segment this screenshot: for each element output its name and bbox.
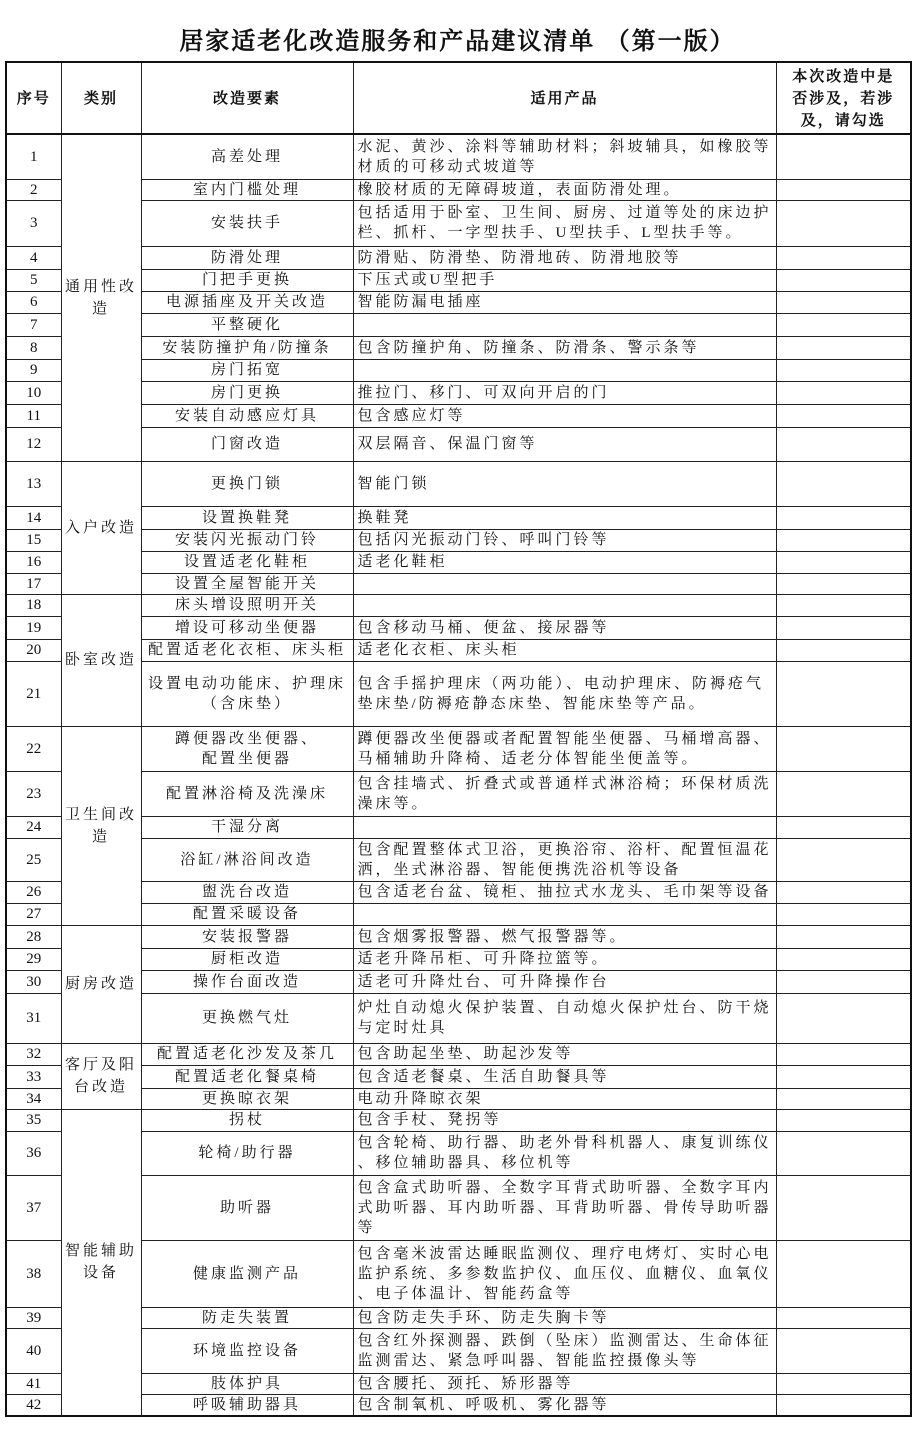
check-cell [776,246,911,269]
check-cell [776,529,911,551]
check-cell [776,1328,911,1373]
element-cell: 房门拓宽 [141,359,353,381]
element-cell: 配置淋浴椅及洗澡床 [141,771,353,816]
row-number: 36 [6,1131,61,1175]
row-number: 11 [6,404,61,427]
row-number: 37 [6,1175,61,1240]
product-cell: 防滑贴、防滑垫、防滑地砖、防滑地胶等 [353,246,776,269]
check-cell [776,461,911,506]
table-row [6,970,911,993]
row-number: 13 [6,461,61,506]
row-number: 34 [6,1088,61,1109]
check-cell [776,881,911,903]
product-cell: 智能门锁 [353,461,776,506]
product-cell: 适老化衣柜、床头柜 [353,639,776,661]
product-cell: 推拉门、移门、可双向开启的门 [353,381,776,404]
table-row [6,881,911,903]
element-cell: 安装报警器 [141,925,353,948]
check-cell [776,573,911,594]
check-cell [776,726,911,771]
table-row [6,551,911,573]
check-cell [776,925,911,948]
header-index: 序号 [6,62,61,134]
check-cell [776,639,911,661]
table-row [6,313,911,336]
category-cell: 通用性改造 [61,134,141,461]
check-cell [776,993,911,1043]
element-cell: 防走失装置 [141,1307,353,1328]
check-cell [776,336,911,359]
element-cell: 更换晾衣架 [141,1088,353,1109]
element-cell: 配置适老化餐桌椅 [141,1065,353,1088]
check-cell [776,594,911,616]
category-cell: 客厅及阳台改造 [61,1043,141,1109]
check-cell [776,291,911,313]
table-row [6,1394,911,1416]
category-cell: 卫生间改造 [61,726,141,925]
check-cell [776,551,911,573]
row-number: 5 [6,269,61,291]
check-cell [776,1394,911,1416]
table-row [6,269,911,291]
table-row [6,948,911,970]
element-cell: 室内门槛处理 [141,179,353,200]
row-number: 16 [6,551,61,573]
element-cell: 安装防撞护角/防撞条 [141,336,353,359]
product-cell: 智能防漏电插座 [353,291,776,313]
check-cell [776,381,911,404]
header-element: 改造要素 [141,62,353,134]
table-row [6,1240,911,1307]
product-cell: 包含配置整体式卫浴，更换浴帘、浴杆、配置恒温花洒，坐式淋浴器、智能便携洗浴机等设备 [353,838,776,881]
product-cell: 炉灶自动熄火保护装置、自动熄火保护灶台、防干烧与定时灶具 [353,993,776,1043]
product-cell: 包括适用于卧室、卫生间、厨房、过道等处的床边护栏、抓杆、一字型扶手、U型扶手、L型扶手等。 [353,200,776,246]
product-cell: 包含腰托、颈托、矫形器等 [353,1373,776,1394]
check-cell [776,179,911,200]
product-cell: 包含挂墙式、折叠式或普通样式淋浴椅；环保材质洗澡床等。 [353,771,776,816]
table-header [6,62,911,134]
product-cell: 包含防撞护角、防撞条、防滑条、警示条等 [353,336,776,359]
table-row [6,726,911,771]
table-row [6,1109,911,1131]
check-cell [776,1175,911,1240]
row-number: 29 [6,948,61,970]
check-cell [776,1088,911,1109]
check-cell [776,661,911,726]
element-cell: 门把手更换 [141,269,353,291]
table-row [6,1373,911,1394]
check-cell [776,1373,911,1394]
element-cell: 配置适老化沙发及茶几 [141,1043,353,1065]
table-body [6,134,911,1416]
row-number: 19 [6,616,61,639]
product-cell: 包含手摇护理床（两功能）、电动护理床、防褥疮气垫床垫/防褥疮静态床垫、智能床垫等产品。 [353,661,776,726]
row-number: 26 [6,881,61,903]
element-cell: 门窗改造 [141,427,353,461]
element-cell: 房门更换 [141,381,353,404]
element-cell: 轮椅/助行器 [141,1131,353,1175]
row-number: 6 [6,291,61,313]
row-number: 18 [6,594,61,616]
table-row [6,573,911,594]
check-cell [776,200,911,246]
element-cell: 更换燃气灶 [141,993,353,1043]
table-row [6,506,911,529]
element-cell: 平整硬化 [141,313,353,336]
row-number: 10 [6,381,61,404]
table-row [6,1328,911,1373]
header-category: 类别 [61,62,141,134]
product-cell: 蹲便器改坐便器或者配置智能坐便器、马桶增高器、马桶辅助升降椅、适老分体智能坐便盖等。 [353,726,776,771]
table-row [6,1131,911,1175]
product-cell: 包含毫米波雷达睡眠监测仪、理疗电烤灯、实时心电监护系统、多参数监护仪、血压仪、血糖仪、血氧仪、电子体温计、智能药盒等 [353,1240,776,1307]
table-row [6,359,911,381]
row-number: 9 [6,359,61,381]
table-row [6,134,911,179]
check-cell [776,1065,911,1088]
row-number: 33 [6,1065,61,1088]
row-number: 27 [6,903,61,925]
row-number: 20 [6,639,61,661]
row-number: 8 [6,336,61,359]
table-row [6,404,911,427]
table-row [6,1043,911,1065]
category-cell: 卧室改造 [61,594,141,726]
product-cell: 适老化鞋柜 [353,551,776,573]
table-row [6,200,911,246]
product-cell: 下压式或U型把手 [353,269,776,291]
row-number: 7 [6,313,61,336]
row-number: 3 [6,200,61,246]
product-cell: 水泥、黄沙、涂料等辅助材料；斜坡辅具，如橡胶等材质的可移动式坡道等 [353,134,776,179]
row-number: 41 [6,1373,61,1394]
row-number: 32 [6,1043,61,1065]
check-cell [776,134,911,179]
category-cell: 厨房改造 [61,925,141,1043]
product-cell: 电动升降晾衣架 [353,1088,776,1109]
product-cell: 适老可升降灶台、可升降操作台 [353,970,776,993]
check-cell [776,1109,911,1131]
product-cell: 包含移动马桶、便盆、接尿器等 [353,616,776,639]
product-cell: 包括闪光振动门铃、呼叫门铃等 [353,529,776,551]
table-row [6,993,911,1043]
element-cell: 设置换鞋凳 [141,506,353,529]
element-cell: 安装扶手 [141,200,353,246]
row-number: 14 [6,506,61,529]
table-row [6,1088,911,1109]
table-row [6,816,911,838]
check-cell [776,838,911,881]
product-cell: 包含烟雾报警器、燃气报警器等。 [353,925,776,948]
table-row [6,461,911,506]
check-cell [776,948,911,970]
table-row [6,1175,911,1240]
element-cell: 配置采暖设备 [141,903,353,925]
element-cell: 设置电动功能床、护理床（含床垫） [141,661,353,726]
product-cell: 换鞋凳 [353,506,776,529]
table-row [6,639,911,661]
row-number: 1 [6,134,61,179]
table-row [6,661,911,726]
element-cell: 电源插座及开关改造 [141,291,353,313]
check-cell [776,269,911,291]
element-cell: 安装闪光振动门铃 [141,529,353,551]
check-cell [776,404,911,427]
element-cell: 配置适老化衣柜、床头柜 [141,639,353,661]
table-row [6,903,911,925]
table-row [6,529,911,551]
product-cell [353,816,776,838]
check-cell [776,506,911,529]
element-cell: 安装自动感应灯具 [141,404,353,427]
table-row [6,771,911,816]
product-cell: 包含轮椅、助行器、助老外骨科机器人、康复训练仪、移位辅助器具、移位机等 [353,1131,776,1175]
check-cell [776,816,911,838]
element-cell: 设置全屋智能开关 [141,573,353,594]
row-number: 22 [6,726,61,771]
suggestion-list-table [5,61,912,1417]
check-cell [776,1043,911,1065]
product-cell: 包含盒式助听器、全数字耳背式助听器、全数字耳内式助听器、耳内助听器、耳背助听器、骨传导助听器等 [353,1175,776,1240]
check-cell [776,313,911,336]
table-row [6,838,911,881]
table-row [6,179,911,200]
row-number: 39 [6,1307,61,1328]
row-number: 17 [6,573,61,594]
product-cell: 包含制氧机、呼吸机、雾化器等 [353,1394,776,1416]
element-cell: 防滑处理 [141,246,353,269]
table-row [6,336,911,359]
row-number: 12 [6,427,61,461]
product-cell: 适老升降吊柜、可升降拉篮等。 [353,948,776,970]
page-title: 居家适老化改造服务和产品建议清单 （第一版） [179,27,736,55]
product-cell [353,903,776,925]
check-cell [776,616,911,639]
product-cell: 包含适老台盆、镜柜、抽拉式水龙头、毛巾架等设备 [353,881,776,903]
row-number: 35 [6,1109,61,1131]
table-row [6,246,911,269]
check-cell [776,771,911,816]
header-check: 本次改造中是 否涉及，若涉 及，请勾选 [776,62,911,134]
element-cell: 床头增设照明开关 [141,594,353,616]
row-number: 24 [6,816,61,838]
table-row [6,381,911,404]
table-row [6,1065,911,1088]
element-cell: 拐杖 [141,1109,353,1131]
element-cell: 更换门锁 [141,461,353,506]
check-cell [776,359,911,381]
product-cell [353,594,776,616]
row-number: 4 [6,246,61,269]
element-cell: 高差处理 [141,134,353,179]
product-cell: 双层隔音、保温门窗等 [353,427,776,461]
table-row [6,925,911,948]
table-row [6,1307,911,1328]
row-number: 23 [6,771,61,816]
row-number: 2 [6,179,61,200]
element-cell: 环境监控设备 [141,1328,353,1373]
category-cell: 智能辅助设备 [61,1109,141,1416]
element-cell: 肢体护具 [141,1373,353,1394]
row-number: 30 [6,970,61,993]
element-cell: 厨柜改造 [141,948,353,970]
row-number: 21 [6,661,61,726]
row-number: 15 [6,529,61,551]
table-row [6,594,911,616]
element-cell: 呼吸辅助器具 [141,1394,353,1416]
element-cell: 健康监测产品 [141,1240,353,1307]
check-cell [776,970,911,993]
category-cell: 入户改造 [61,461,141,594]
header-row [6,62,911,134]
element-cell: 操作台面改造 [141,970,353,993]
check-cell [776,1307,911,1328]
element-cell: 助听器 [141,1175,353,1240]
row-number: 25 [6,838,61,881]
row-number: 42 [6,1394,61,1416]
row-number: 38 [6,1240,61,1307]
element-cell: 增设可移动坐便器 [141,616,353,639]
row-number: 28 [6,925,61,948]
product-cell: 包含红外探测器、跌倒（坠床）监测雷达、生命体征监测雷达、紧急呼叫器、智能监控摄像头等 [353,1328,776,1373]
element-cell: 蹲便器改坐便器、 配置坐便器 [141,726,353,771]
product-cell [353,573,776,594]
table-row [6,291,911,313]
product-cell [353,359,776,381]
row-number: 40 [6,1328,61,1373]
element-cell: 盥洗台改造 [141,881,353,903]
element-cell: 浴缸/淋浴间改造 [141,838,353,881]
product-cell: 包含防走失手环、防走失胸卡等 [353,1307,776,1328]
check-cell [776,427,911,461]
product-cell: 包含适老餐桌、生活自助餐具等 [353,1065,776,1088]
element-cell: 干湿分离 [141,816,353,838]
row-number: 31 [6,993,61,1043]
header-product: 适用产品 [353,62,776,134]
product-cell: 包含手杖、凳拐等 [353,1109,776,1131]
product-cell: 包含助起坐垫、助起沙发等 [353,1043,776,1065]
check-cell [776,1131,911,1175]
table-row [6,427,911,461]
table-row [6,616,911,639]
check-cell [776,1240,911,1307]
product-cell [353,313,776,336]
check-cell [776,903,911,925]
product-cell: 包含感应灯等 [353,404,776,427]
product-cell: 橡胶材质的无障碍坡道，表面防滑处理。 [353,179,776,200]
element-cell: 设置适老化鞋柜 [141,551,353,573]
